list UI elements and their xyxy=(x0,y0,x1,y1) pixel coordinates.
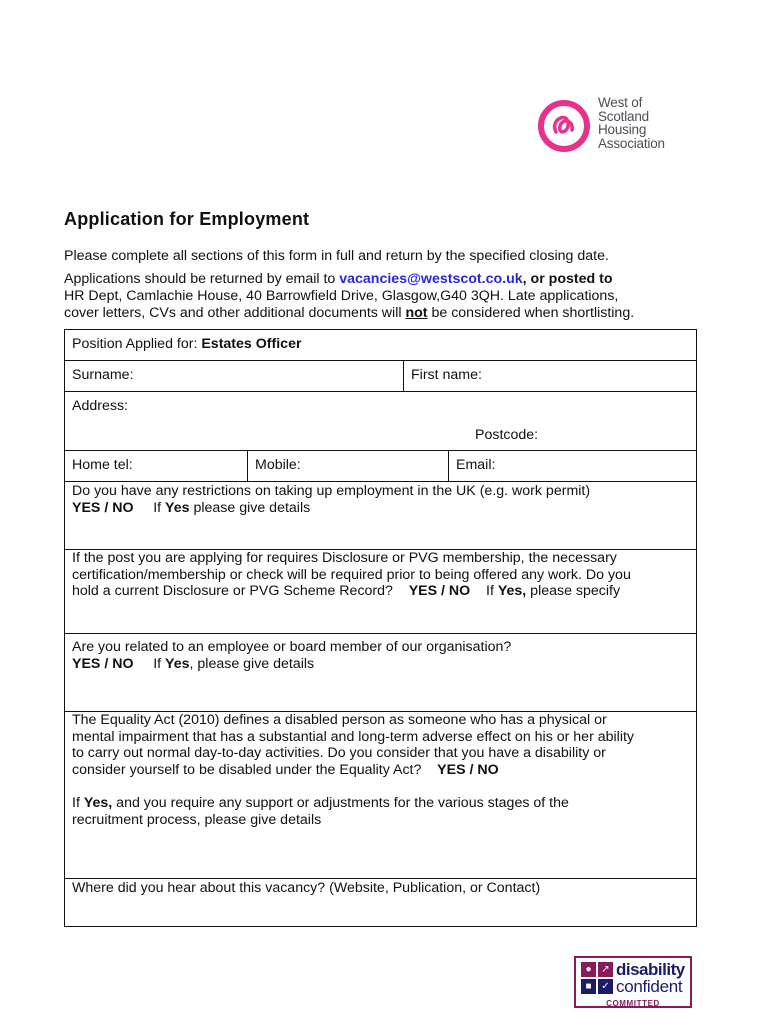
return-instructions: Applications should be returned by email to vacancies@westscot.co.uk, or posted to HR Dept, Camlachie House, 40 Barrowfield Drive, Glasgow,G40 3QH. Late applications, cover letters, CVs and other additional documents will not be considered when shortlisting. xyxy=(64,271,724,322)
home-tel-field[interactable]: Home tel: xyxy=(72,457,133,473)
intro-text: Please complete all sections of this form in full and return by the specified closing date. xyxy=(64,248,609,264)
first-name-field[interactable]: First name: xyxy=(403,361,696,391)
checkbox-icon: ✓ xyxy=(598,979,613,994)
yes-no-2[interactable]: YES / NO xyxy=(408,583,471,599)
logo-line-3: Housing xyxy=(598,122,647,137)
people-icon: ● xyxy=(581,962,596,977)
email-link[interactable]: vacancies@westscot.co.uk xyxy=(339,271,523,287)
logo-line-4: Association xyxy=(598,135,665,151)
not-emphasis: not xyxy=(405,305,428,321)
page-title: Application for Employment xyxy=(64,209,310,229)
equality-field[interactable]: The Equality Act (2010) defines a disabled person as someone who has a physical or mental impairment that has a substantial and long-term adverse effect on his or her ability to carry out normal day-to-day activities. Do you consider that you have a disability or consider yourself to be disabled under the Equality Act? YES / NO If Yes, and you require any support or adjustments for the various stages of the recruitment process, please give details xyxy=(72,712,635,828)
contact-row xyxy=(65,451,696,482)
pvg-row xyxy=(65,550,696,634)
name-row xyxy=(65,361,696,392)
restrictions-field[interactable]: Do you have any restrictions on taking up employment in the UK (e.g. work permit) YES / NO If Yes please give details xyxy=(72,483,591,516)
restrictions-row xyxy=(65,482,696,550)
wsha-logo xyxy=(536,96,686,156)
related-row xyxy=(65,634,696,712)
logo-swirl-icon xyxy=(536,98,592,154)
address-line: HR Dept, Camlachie House, 40 Barrowfield Drive, Glasgow,G40 3QH. Late applications, xyxy=(64,288,619,304)
yes-no-1[interactable]: YES / NO xyxy=(72,499,134,516)
postcode-label: Postcode: xyxy=(475,427,539,443)
badge-word-disability: disability xyxy=(616,960,685,979)
yes-no-4[interactable]: YES / NO xyxy=(437,761,499,778)
pvg-field[interactable]: If the post you are applying for requires Disclosure or PVG membership, the necessary certification/membership or check will be required prior to being offered any work. Do you hold a current Disclosure or PVG Scheme Record? YES / NO If Yes, please specify xyxy=(72,550,631,599)
address-field[interactable]: Address: Postcode: xyxy=(72,398,539,443)
position-row xyxy=(65,330,696,361)
application-form xyxy=(64,329,697,927)
logo-line-2: Scotland xyxy=(598,108,649,124)
chart-icon: ↗ xyxy=(598,962,613,977)
address-row xyxy=(65,392,696,451)
yes-no-3[interactable]: YES / NO xyxy=(72,655,134,672)
surname-field[interactable]: Surname: xyxy=(72,367,134,383)
logo-text xyxy=(598,96,665,150)
position-value: Estates Officer xyxy=(201,336,302,352)
related-field[interactable]: Are you related to an employee or board member of our organisation? YES / NO If Yes, please give details xyxy=(72,639,512,672)
vacancy-source-field[interactable]: Where did you hear about this vacancy? (Website, Publication, or Contact) xyxy=(72,880,541,896)
position-cell[interactable]: Position Applied for: Estates Officer xyxy=(72,336,302,352)
email-field[interactable]: Email: xyxy=(448,451,696,481)
logo-line-1: West of xyxy=(598,95,643,110)
vacancy-row xyxy=(65,879,696,926)
lock-icon: ■ xyxy=(581,979,596,994)
disability-confident-badge xyxy=(574,956,692,1008)
mobile-field[interactable]: Mobile: xyxy=(247,451,448,481)
equality-row xyxy=(65,712,696,879)
badge-word-confident: confident xyxy=(616,977,683,996)
badge-word-committed: COMMITTED xyxy=(606,999,660,1008)
